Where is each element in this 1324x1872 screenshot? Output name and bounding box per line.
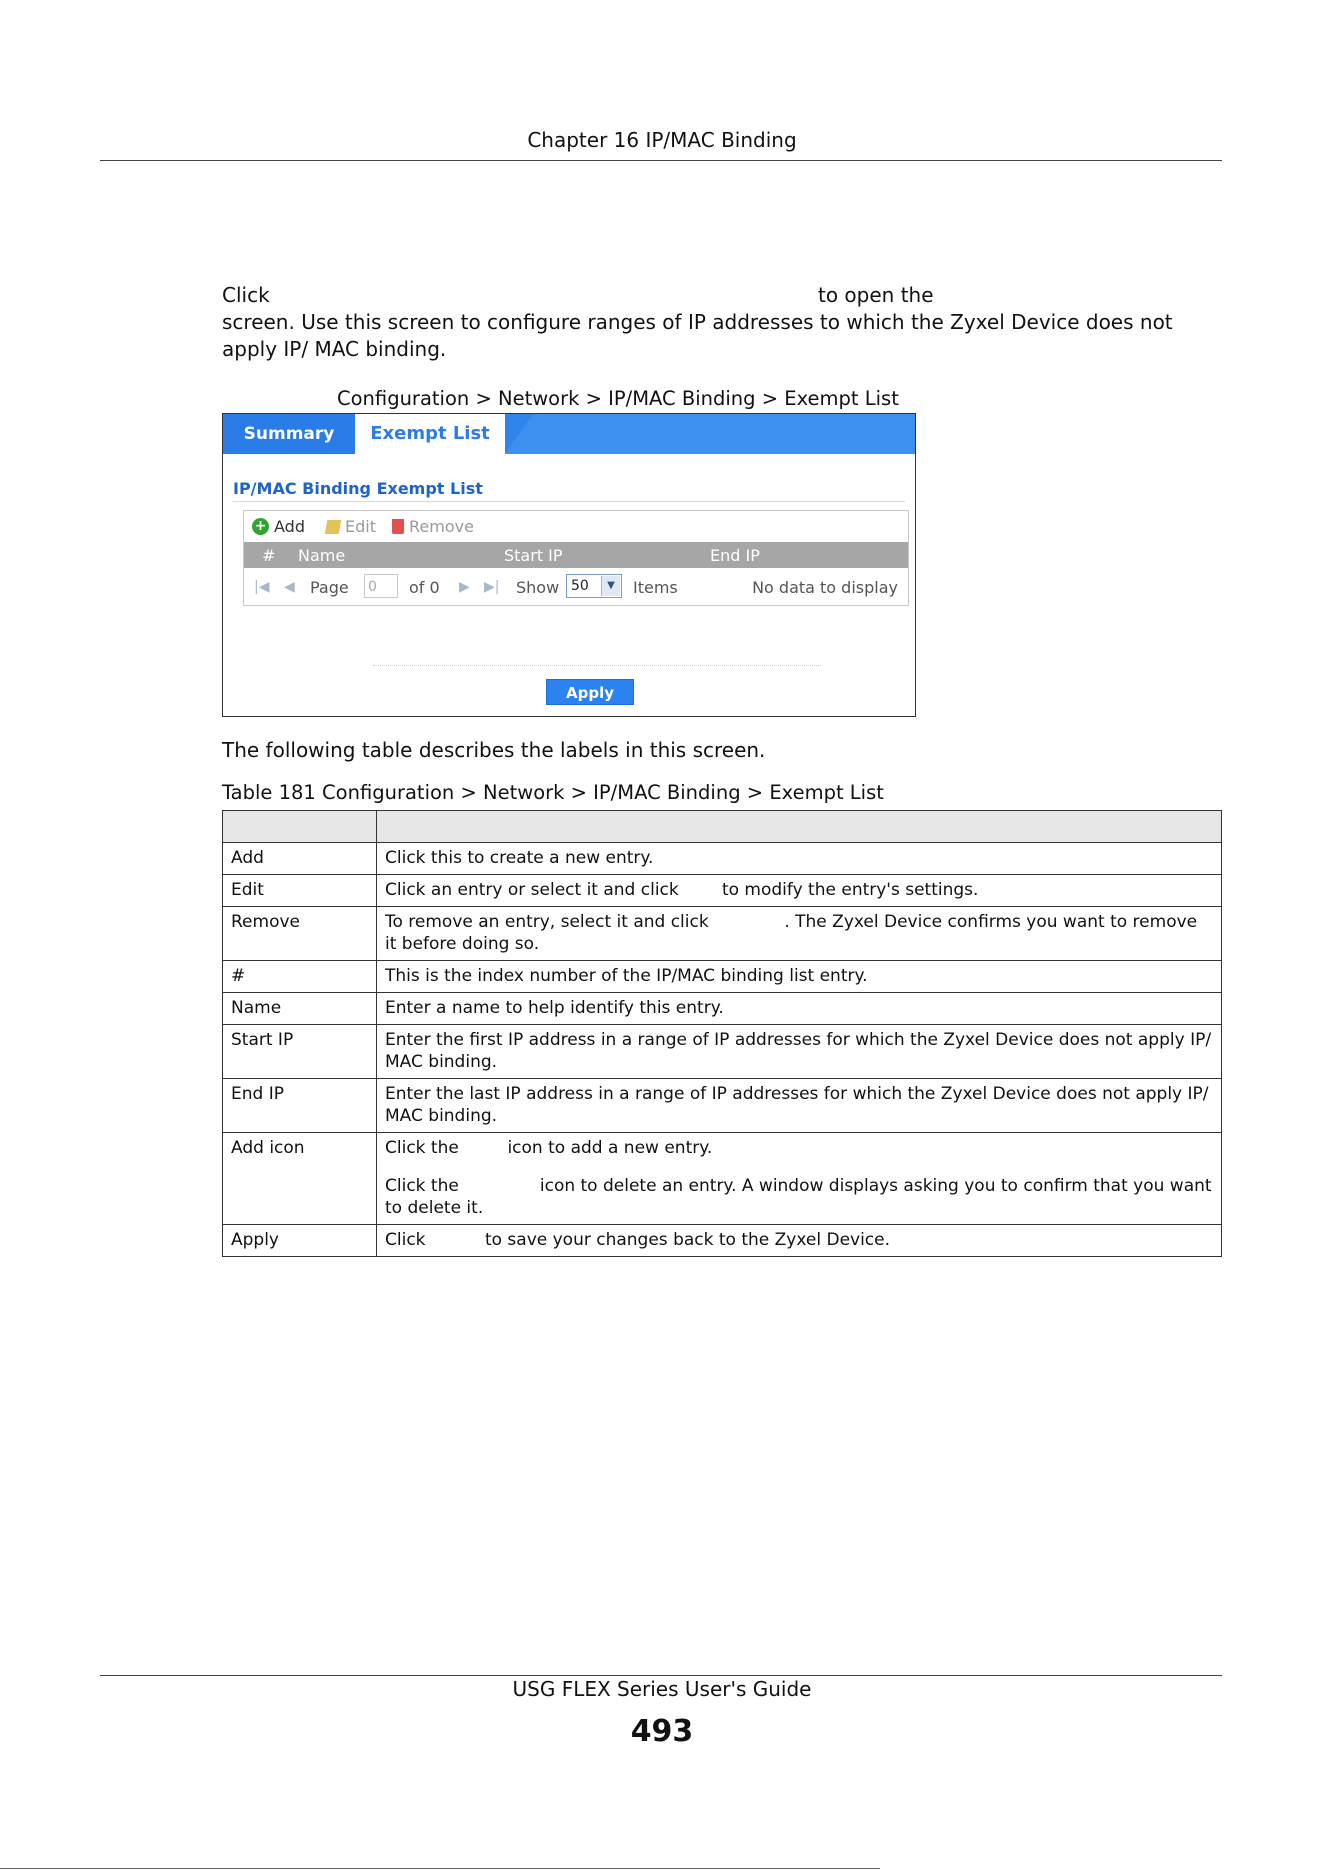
items-per-page-select[interactable] — [566, 574, 622, 598]
table-row — [223, 1133, 1222, 1225]
empty-text: No data to display — [752, 578, 898, 597]
tab-summary[interactable]: Summary — [223, 414, 355, 454]
row-description: To remove an entry, select it and click . The Zyxel Device confirms you want to remove it before doing so. — [377, 907, 1222, 961]
footer-rule — [100, 1675, 1222, 1676]
header-cell-label — [223, 811, 377, 843]
label-description-table — [222, 810, 1222, 1257]
row-label: Add icon — [223, 1133, 377, 1225]
table-header — [244, 542, 908, 568]
table-row — [223, 1079, 1222, 1133]
header-rule — [100, 160, 1222, 161]
trash-icon — [392, 519, 404, 534]
tab-bar — [223, 414, 915, 454]
row-description: Click this to create a new entry. — [377, 843, 1222, 875]
table-caption: Table 181 Configuration > Network > IP/MAC Binding > Exempt List — [222, 781, 884, 804]
table-header-row — [223, 811, 1222, 843]
row-label: Edit — [223, 875, 377, 907]
row-label: Apply — [223, 1225, 377, 1257]
last-page-icon[interactable]: ▶| — [484, 579, 500, 595]
table-row — [223, 961, 1222, 993]
show-label: Show — [516, 578, 560, 597]
section-rule — [233, 501, 905, 502]
add-button[interactable] — [252, 517, 305, 536]
row-label: End IP — [223, 1079, 377, 1133]
table-row — [223, 993, 1222, 1025]
row-description: Enter the last IP address in a range of IP addresses for which the Zyxel Device does not apply IP/ MAC binding. — [377, 1079, 1222, 1133]
remove-label: Remove — [409, 517, 474, 536]
row-description — [377, 1133, 1222, 1225]
next-page-icon[interactable]: ▶ — [459, 579, 470, 595]
edit-button[interactable] — [326, 517, 376, 536]
row-description: Click to save your changes back to the Zyxel Device. — [377, 1225, 1222, 1257]
row-label: Start IP — [223, 1025, 377, 1079]
tab-exempt-list[interactable]: Exempt List — [355, 414, 505, 454]
tab-corner — [505, 414, 533, 454]
column-header-end-ip[interactable]: End IP — [710, 546, 760, 565]
row-label: Name — [223, 993, 377, 1025]
remove-button[interactable] — [392, 517, 474, 536]
exempt-list-grid — [243, 510, 909, 606]
bottom-rule — [0, 1868, 880, 1869]
table-intro-text: The following table describes the labels in this screen. — [222, 738, 766, 762]
column-header-index[interactable]: # — [262, 546, 276, 565]
column-header-start-ip[interactable]: Start IP — [504, 546, 563, 565]
page-number-input[interactable]: 0 — [364, 574, 398, 598]
items-label: Items — [633, 578, 678, 597]
edit-icon — [325, 520, 341, 534]
intro-body-text: screen. Use this screen to configure ranges of IP addresses to which the Zyxel Device does not apply IP/ MAC binding. — [222, 310, 1173, 361]
page-label: Page — [310, 578, 349, 597]
section-title: IP/MAC Binding Exempt List — [233, 479, 483, 498]
edit-label: Edit — [345, 517, 376, 536]
page-number: 493 — [630, 1714, 694, 1749]
row-description: Enter the first IP address in a range of IP addresses for which the Zyxel Device does not apply IP/ MAC binding. — [377, 1025, 1222, 1079]
table-row — [223, 843, 1222, 875]
table-row — [223, 1025, 1222, 1079]
header-cell-description — [377, 811, 1222, 843]
table-row — [223, 1225, 1222, 1257]
page-count-label: of 0 — [409, 578, 440, 597]
table-row — [223, 875, 1222, 907]
guide-title: USG FLEX Series User's Guide — [512, 1677, 812, 1701]
chapter-title: Chapter 16 IP/MAC Binding — [527, 128, 797, 152]
column-header-name[interactable]: Name — [298, 546, 346, 565]
previous-page-icon[interactable]: ◀ — [284, 579, 295, 595]
grid-toolbar — [244, 511, 908, 541]
intro-open-text: to open the — [818, 283, 934, 307]
add-label: Add — [274, 517, 305, 536]
first-page-icon[interactable]: |◀ — [254, 579, 270, 595]
row-description: Click an entry or select it and click to modify the entry's settings. — [377, 875, 1222, 907]
pager — [244, 569, 908, 605]
row-description-line: Click the icon to add a new entry. — [385, 1138, 713, 1158]
row-description-line: Click the icon to delete an entry. A window displays asking you to confirm that you want to delete it. — [385, 1176, 1217, 1218]
row-description: Enter a name to help identify this entry. — [377, 993, 1222, 1025]
row-label: Add — [223, 843, 377, 875]
apply-button[interactable]: Apply — [546, 679, 634, 705]
row-label: Remove — [223, 907, 377, 961]
divider — [373, 665, 821, 666]
add-icon: + — [252, 518, 269, 535]
row-description: This is the index number of the IP/MAC binding list entry. — [377, 961, 1222, 993]
chevron-down-icon: ▼ — [601, 576, 620, 596]
row-label: # — [223, 961, 377, 993]
exempt-list-screenshot — [222, 413, 916, 717]
intro-click-text: Click — [222, 283, 270, 307]
figure-caption: Configuration > Network > IP/MAC Binding > Exempt List — [337, 387, 899, 410]
table-row — [223, 907, 1222, 961]
items-per-page-value: 50 — [571, 578, 589, 594]
